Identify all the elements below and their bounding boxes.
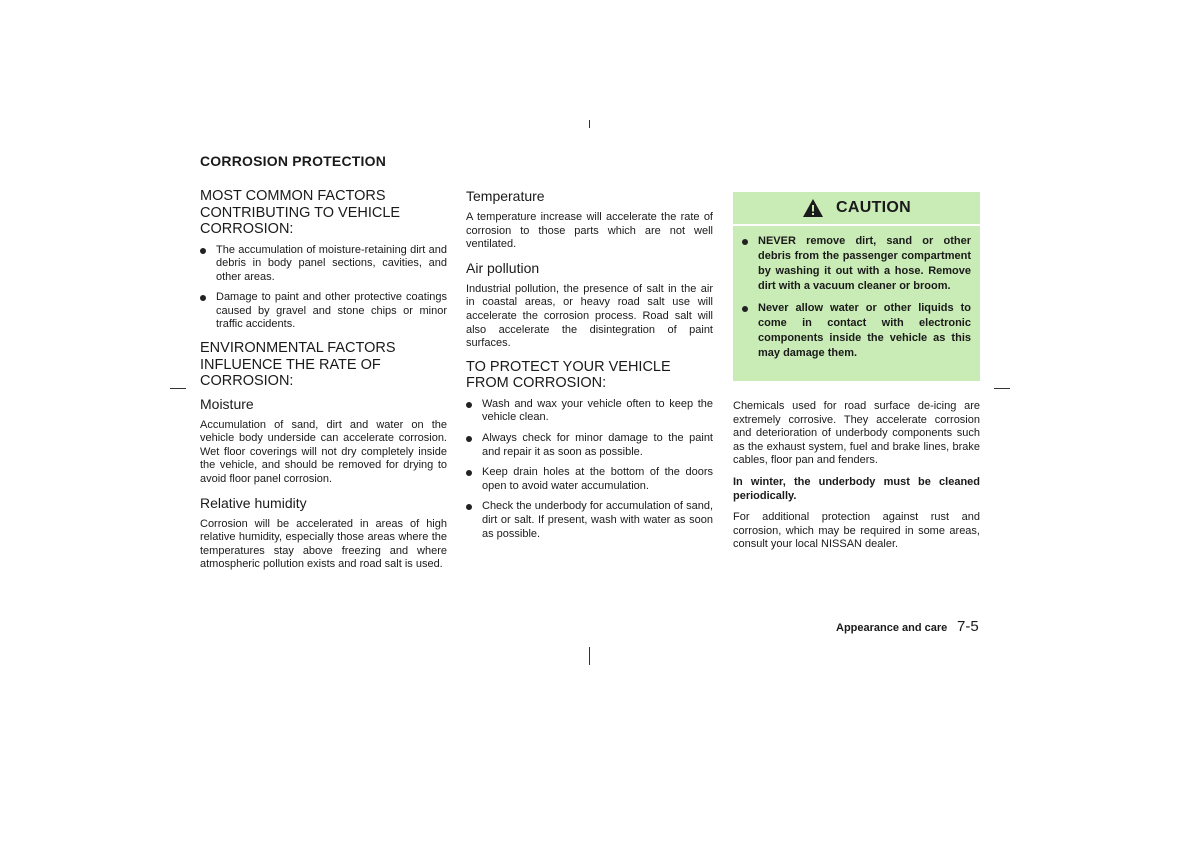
column-right [733, 400, 980, 560]
paragraph-air-pollution: Industrial pollution, the presence of salt in the air in coastal areas, or heavy road salt use will accelerate the corrosion process. Road salt will also accelerate the disintegration of paint surfaces. [466, 282, 713, 350]
caution-box [733, 192, 980, 381]
list-item: Check the underbody for accumulation of sand, dirt or salt. If present, wash with water as soon as possible. [466, 500, 713, 541]
crop-mark-left [170, 388, 186, 389]
bullet-icon [200, 295, 206, 301]
bullet-icon [466, 504, 472, 510]
paragraph-moisture: Accumulation of sand, dirt and water on the vehicle body underside can accelerate corrosion. Wet floor coverings will not dry completely inside the vehicle, and should be removed for drying to avoid floor panel corrosion. [200, 418, 447, 485]
crop-mark-right [994, 388, 1010, 389]
bullet-icon [466, 470, 472, 476]
caution-title: CAUTION [836, 199, 911, 216]
paragraph-chemicals: Chemicals used for road surface de-icing are extremely corrosive. They accelerate corrosion and deterioration of underbody components such as the exhaust system, fuel and brake lines, brake cables, floor pan and fenders. [733, 400, 980, 467]
paragraph-relative-humidity: Corrosion will be accelerated in areas of high relative humidity, especially those areas where the temperatures stay above freezing and where atmospheric pollution exists and road salt is used. [200, 517, 447, 571]
subheading-temperature: Temperature [466, 188, 545, 204]
list-item: Wash and wax your vehicle often to keep the vehicle clean. [466, 398, 713, 425]
column-middle [466, 188, 713, 549]
bullet-icon [466, 436, 472, 442]
list-item: Damage to paint and other protective coatings caused by gravel and stone chips or minor traffic accidents. [200, 291, 447, 332]
paragraph-temperature: A temperature increase will accelerate the rate of corrosion to those parts which are not well ventilated. [466, 211, 713, 251]
list-item: NEVER remove dirt, sand or other debris from the passenger compartment by washing it out with a hose. Remove dirt with a vacuum cleaner or broom. [742, 234, 971, 294]
warning-triangle-icon [802, 198, 824, 218]
column-left [200, 188, 447, 580]
bullet-icon [742, 239, 748, 245]
heading-environmental-factors: ENVIRONMENTAL FACTORS INFLUENCE THE RATE OF CORROSION: [200, 340, 396, 390]
heading-common-factors: MOST COMMON FACTORS CONTRIBUTING TO VEHICLE CORROSION: [200, 188, 401, 237]
caution-list [742, 234, 971, 361]
bullet-icon [742, 306, 748, 312]
crop-mark-top [589, 120, 590, 128]
list-item: Always check for minor damage to the paint and repair it as soon as possible. [466, 432, 713, 459]
subheading-moisture: Moisture [200, 395, 254, 412]
caution-header [733, 192, 980, 226]
list-item: Keep drain holes at the bottom of the doors open to avoid water accumulation. [466, 466, 713, 493]
subheading-air-pollution: Air pollution [466, 259, 540, 276]
protect-list [466, 398, 713, 541]
footer-section-label: Appearance and care [836, 622, 948, 634]
list-item: Never allow water or other liquids to come in contact with electronic components inside the vehicle as this may damage them. [742, 301, 971, 361]
page-number: 7-5 [957, 618, 979, 635]
bullet-icon [200, 248, 206, 254]
paragraph-additional-protection: For additional protection against rust and corrosion, which may be required in some areas, consult your local NISSAN dealer. [733, 511, 980, 551]
crop-mark-bottom [589, 647, 590, 665]
bullet-icon [466, 402, 472, 408]
heading-protect-vehicle: TO PROTECT YOUR VEHICLE FROM CORROSION: [466, 358, 671, 392]
section-title: CORROSION PROTECTION [200, 153, 387, 169]
common-factors-list [200, 244, 447, 333]
list-item: The accumulation of moisture-retaining dirt and debris in body panel sections, cavities, and other areas. [200, 244, 447, 285]
subheading-relative-humidity: Relative humidity [200, 494, 307, 511]
paragraph-winter: In winter, the underbody must be cleaned periodically. [733, 475, 980, 502]
